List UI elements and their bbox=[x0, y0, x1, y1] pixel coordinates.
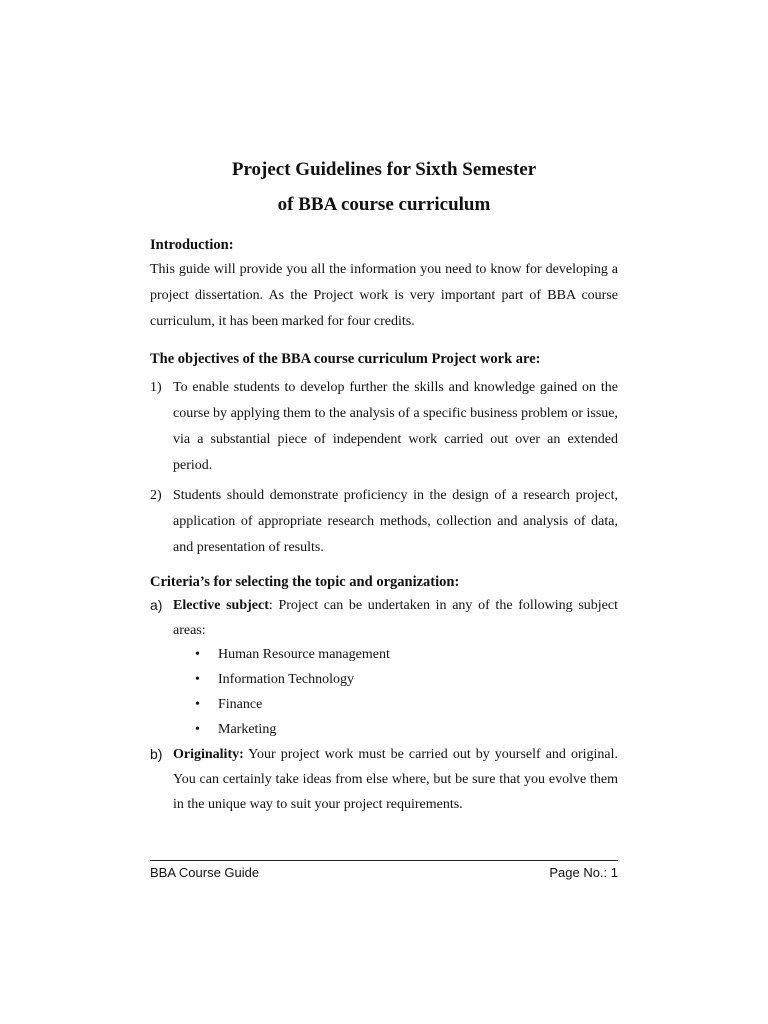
criteria-item-body: Your project work must be carried out by yourself and original. You can certainly take ideas from else where, but be sure that you evolve them in the unique way to suit your project requirements. bbox=[173, 747, 618, 812]
list-item: • Finance bbox=[150, 692, 618, 717]
criteria-item-label: a) bbox=[150, 597, 163, 613]
criteria-heading: Criteria’s for selecting the topic and organization: bbox=[150, 574, 460, 590]
footer-page-number: Page No.: 1 bbox=[549, 865, 618, 880]
criteria-item-title: Elective subject bbox=[173, 598, 269, 613]
criteria-item-body: : Project can be undertaken in any of the following subject areas: bbox=[173, 598, 618, 638]
subject-area-list bbox=[150, 642, 618, 742]
list-item: • Human Resource management bbox=[150, 642, 618, 667]
bullet-icon: • bbox=[195, 672, 200, 687]
objective-text: Students should demonstrate proficiency in the design of a research project, application of appropriate research methods, collection and analysis of data, and presentation of results. bbox=[173, 488, 618, 555]
bullet-icon: • bbox=[195, 647, 200, 662]
criteria-item-label: b) bbox=[150, 746, 163, 762]
objectives-heading: The objectives of the BBA course curriculum Project work are: bbox=[150, 351, 541, 367]
document-title-line-2: of BBA course curriculum bbox=[277, 194, 491, 215]
criteria-item-text bbox=[173, 593, 618, 643]
introduction-paragraph: This guide will provide you all the information you need to know for developing a project dissertation. As the Project work is very important part of BBA course curriculum, it has been marked for four credits. bbox=[150, 262, 618, 329]
bullet-icon: • bbox=[195, 697, 200, 712]
criteria-item-title: Originality: bbox=[173, 747, 244, 762]
objective-number: 2) bbox=[150, 488, 162, 503]
list-item: • Information Technology bbox=[150, 667, 618, 692]
page-footer bbox=[150, 865, 618, 883]
bullet-icon: • bbox=[195, 722, 200, 737]
objective-number: 1) bbox=[150, 380, 162, 395]
document-title-line-1: Project Guidelines for Sixth Semester bbox=[231, 159, 537, 180]
footer-divider bbox=[150, 860, 618, 861]
criteria-item-text bbox=[173, 742, 618, 817]
objective-text: To enable students to develop further the skills and knowledge gained on the course by applying them to the analysis of a specific business problem or issue, via a substantial piece of independent work carried out over an extended period. bbox=[173, 380, 618, 473]
footer-document-name: BBA Course Guide bbox=[150, 865, 260, 880]
introduction-heading: Introduction: bbox=[150, 237, 234, 253]
list-item: • Marketing bbox=[150, 717, 618, 742]
